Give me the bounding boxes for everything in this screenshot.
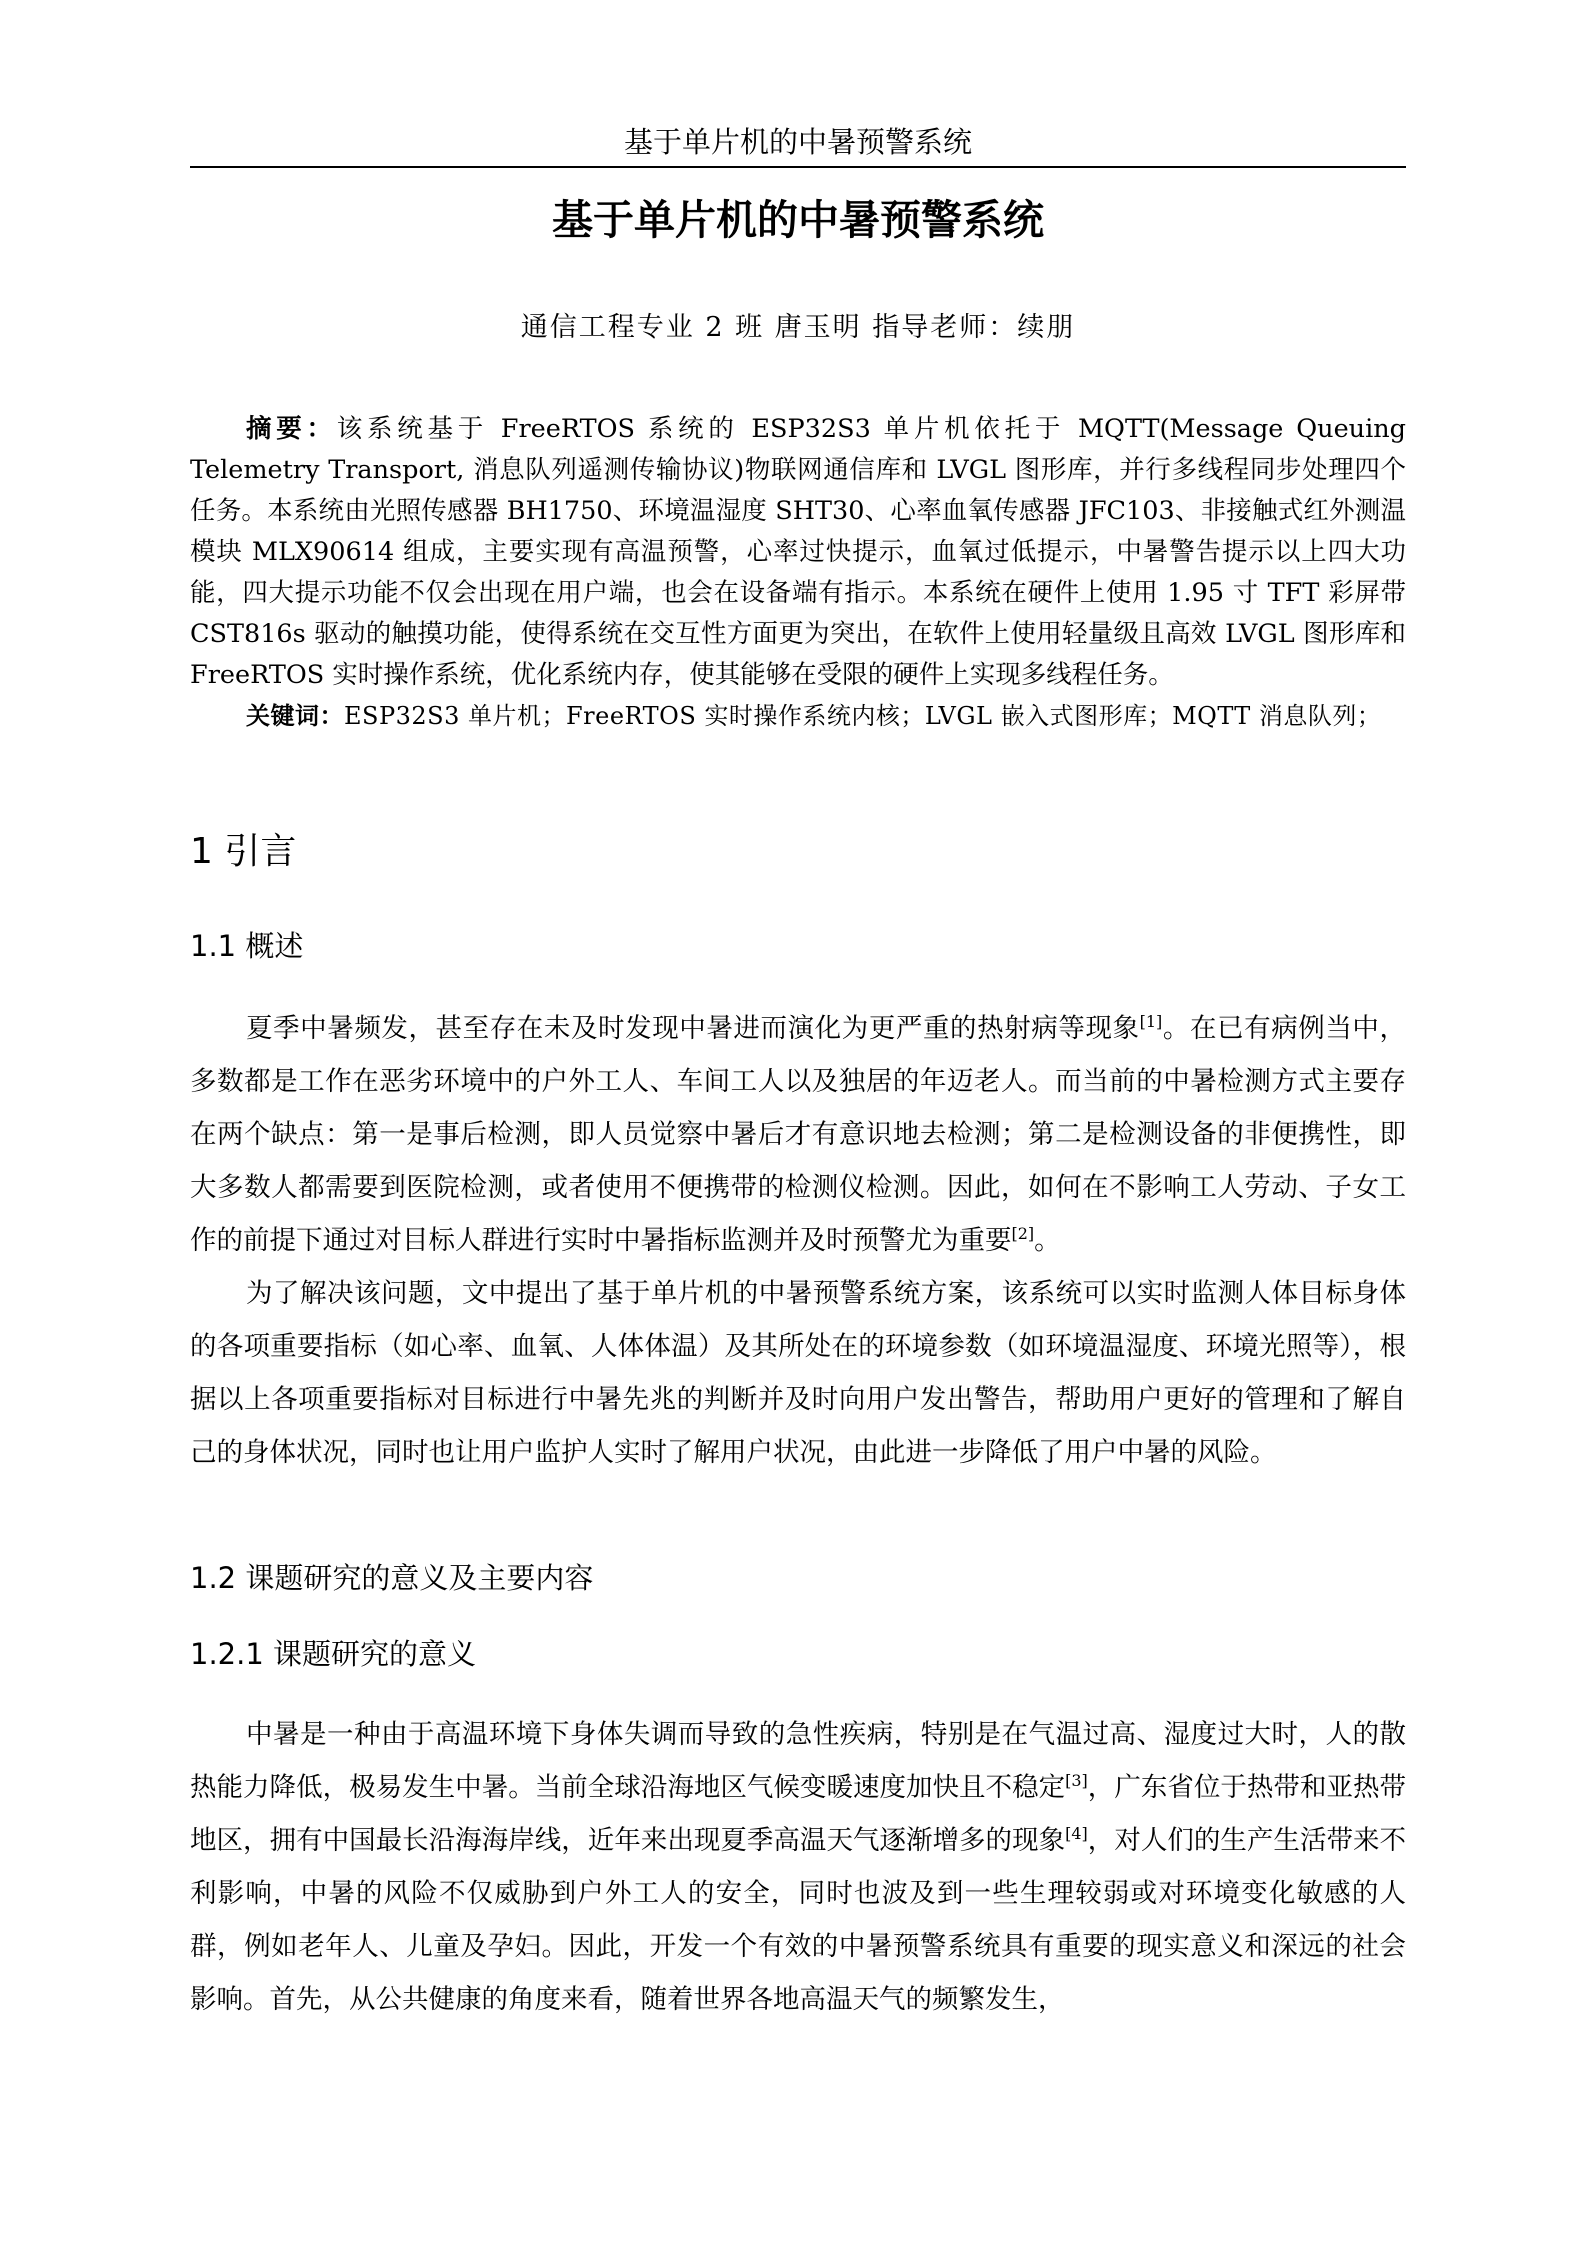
significance-body — [190, 1708, 1406, 2026]
citation-ref: [2] — [1011, 1224, 1035, 1244]
overview-paragraph-2: 为了解决该问题，文中提出了基于单片机的中暑预警系统方案，该系统可以实时监测人体目标身体的各项重要指标（如心率、血氧、人体体温）及其所处在的环境参数（如环境温湿度、环境光照等），根据以上各项重要指标对目标进行中暑先兆的判断并及时向用户发出警告，帮助用户更好的管理和了解自己的身体状况，同时也让用户监护人实时了解用户状况，由此进一步降低了用户中暑的风险。 — [190, 1278, 1406, 1468]
overview-body — [190, 1002, 1406, 1479]
keywords-text: ESP32S3 单片机；FreeRTOS 实时操作系统内核；LVGL 嵌入式图形库；MQTT 消息队列； — [344, 702, 1382, 730]
keywords-label: 关键词： — [246, 702, 344, 730]
section-heading-introduction: 1 引言 — [190, 831, 297, 872]
text-run: 中暑是一种由于高温环境下身体失调而导致的急性疾病，特别是在气温过高、湿度过大时，人的散热能力降低，极易发生中暑。当前全球沿海地区气候变暖速度加快且不稳定 — [190, 1719, 1406, 1803]
paper-title: 基于单片机的中暑预警系统 — [552, 196, 1044, 244]
citation-ref: [1] — [1139, 1012, 1163, 1032]
header-rule — [190, 166, 1406, 168]
text-run: ，广东省位于热带和亚热带地区，拥有中国最长沿海海岸线，近年来出现夏季高温天气逐渐增多的现象 — [190, 1772, 1407, 1856]
significance-paragraph-1 — [190, 1708, 1406, 2026]
abstract-label: 摘要： — [246, 414, 337, 444]
section-heading-significance: 1.2.1 课题研究的意义 — [190, 1637, 477, 1671]
author-byline: 通信工程专业 2 班 唐玉明 指导老师：续朋 — [520, 312, 1076, 343]
abstract-section — [190, 409, 1406, 737]
text-run: 。在已有病例当中，多数都是工作在恶劣环境中的户外工人、车间工人以及独居的年迈老人。而当前的中暑检测方式主要存在两个缺点：第一是事后检测，即人员觉察中暑后才有意识地去检测；第二是检测设备的非便携性，即大多数人都需要到医院检测，或者使用不便携带的检测仪检测。因此，如何在不影响工人劳动、子女工作的前提下通过对目标人群进行实时中暑指标监测并及时预警尤为重要 — [190, 1013, 1407, 1256]
citation-ref: [4] — [1065, 1824, 1088, 1844]
keywords-paragraph — [190, 696, 1406, 737]
text-run: 。 — [1034, 1225, 1061, 1256]
text-run: 夏季中暑频发，甚至存在未及时发现中暑进而演化为更严重的热射病等现象 — [246, 1013, 1140, 1044]
section-heading-overview: 1.1 概述 — [190, 929, 304, 963]
abstract-text: 该系统基于 FreeRTOS 系统的 ESP32S3 单片机依托于 MQTT(Message Queuing Telemetry Transport, 消息队列遥测传输协议)物联网通信库和 LVGL 图形库，并行多线程同步处理四个任务。本系统由光照传感器 BH1750、环境温湿度 SHT30、心率血氧传感器 JFC103、非接触式红外测温模块 MLX90614 组成，主要实现有高温预警，心率过快提示，血氧过低提示，中暑警告提示以上四大功能，四大提示功能不仅会出现在用户端，也会在设备端有指示。本系统在硬件上使用 1.95 寸 TFT 彩屏带 CST816s 驱动的触摸功能，使得系统在交互性方面更为突出，在软件上使用轻量级且高效 LVGL 图形库和 FreeRTOS 实时操作系统，优化系统内存，使其能够在受限的硬件上实现多线程任务。 — [190, 414, 1406, 690]
section-heading-significance-content: 1.2 课题研究的意义及主要内容 — [190, 1561, 594, 1595]
text-run: ，对人们的生产生活带来不利影响，中暑的风险不仅威胁到户外工人的安全，同时也波及到一些生理较弱或对环境变化敏感的人群，例如老年人、儿童及孕妇。因此，开发一个有效的中暑预警系统具有重要的现实意义和深远的社会影响。首先，从公共健康的角度来看，随着世界各地高温天气的频繁发生， — [190, 1825, 1407, 2015]
overview-paragraph-1 — [190, 1002, 1406, 1267]
abstract-paragraph — [190, 409, 1406, 696]
running-header: 基于单片机的中暑预警系统 — [623, 125, 972, 159]
citation-ref: [3] — [1065, 1771, 1088, 1791]
